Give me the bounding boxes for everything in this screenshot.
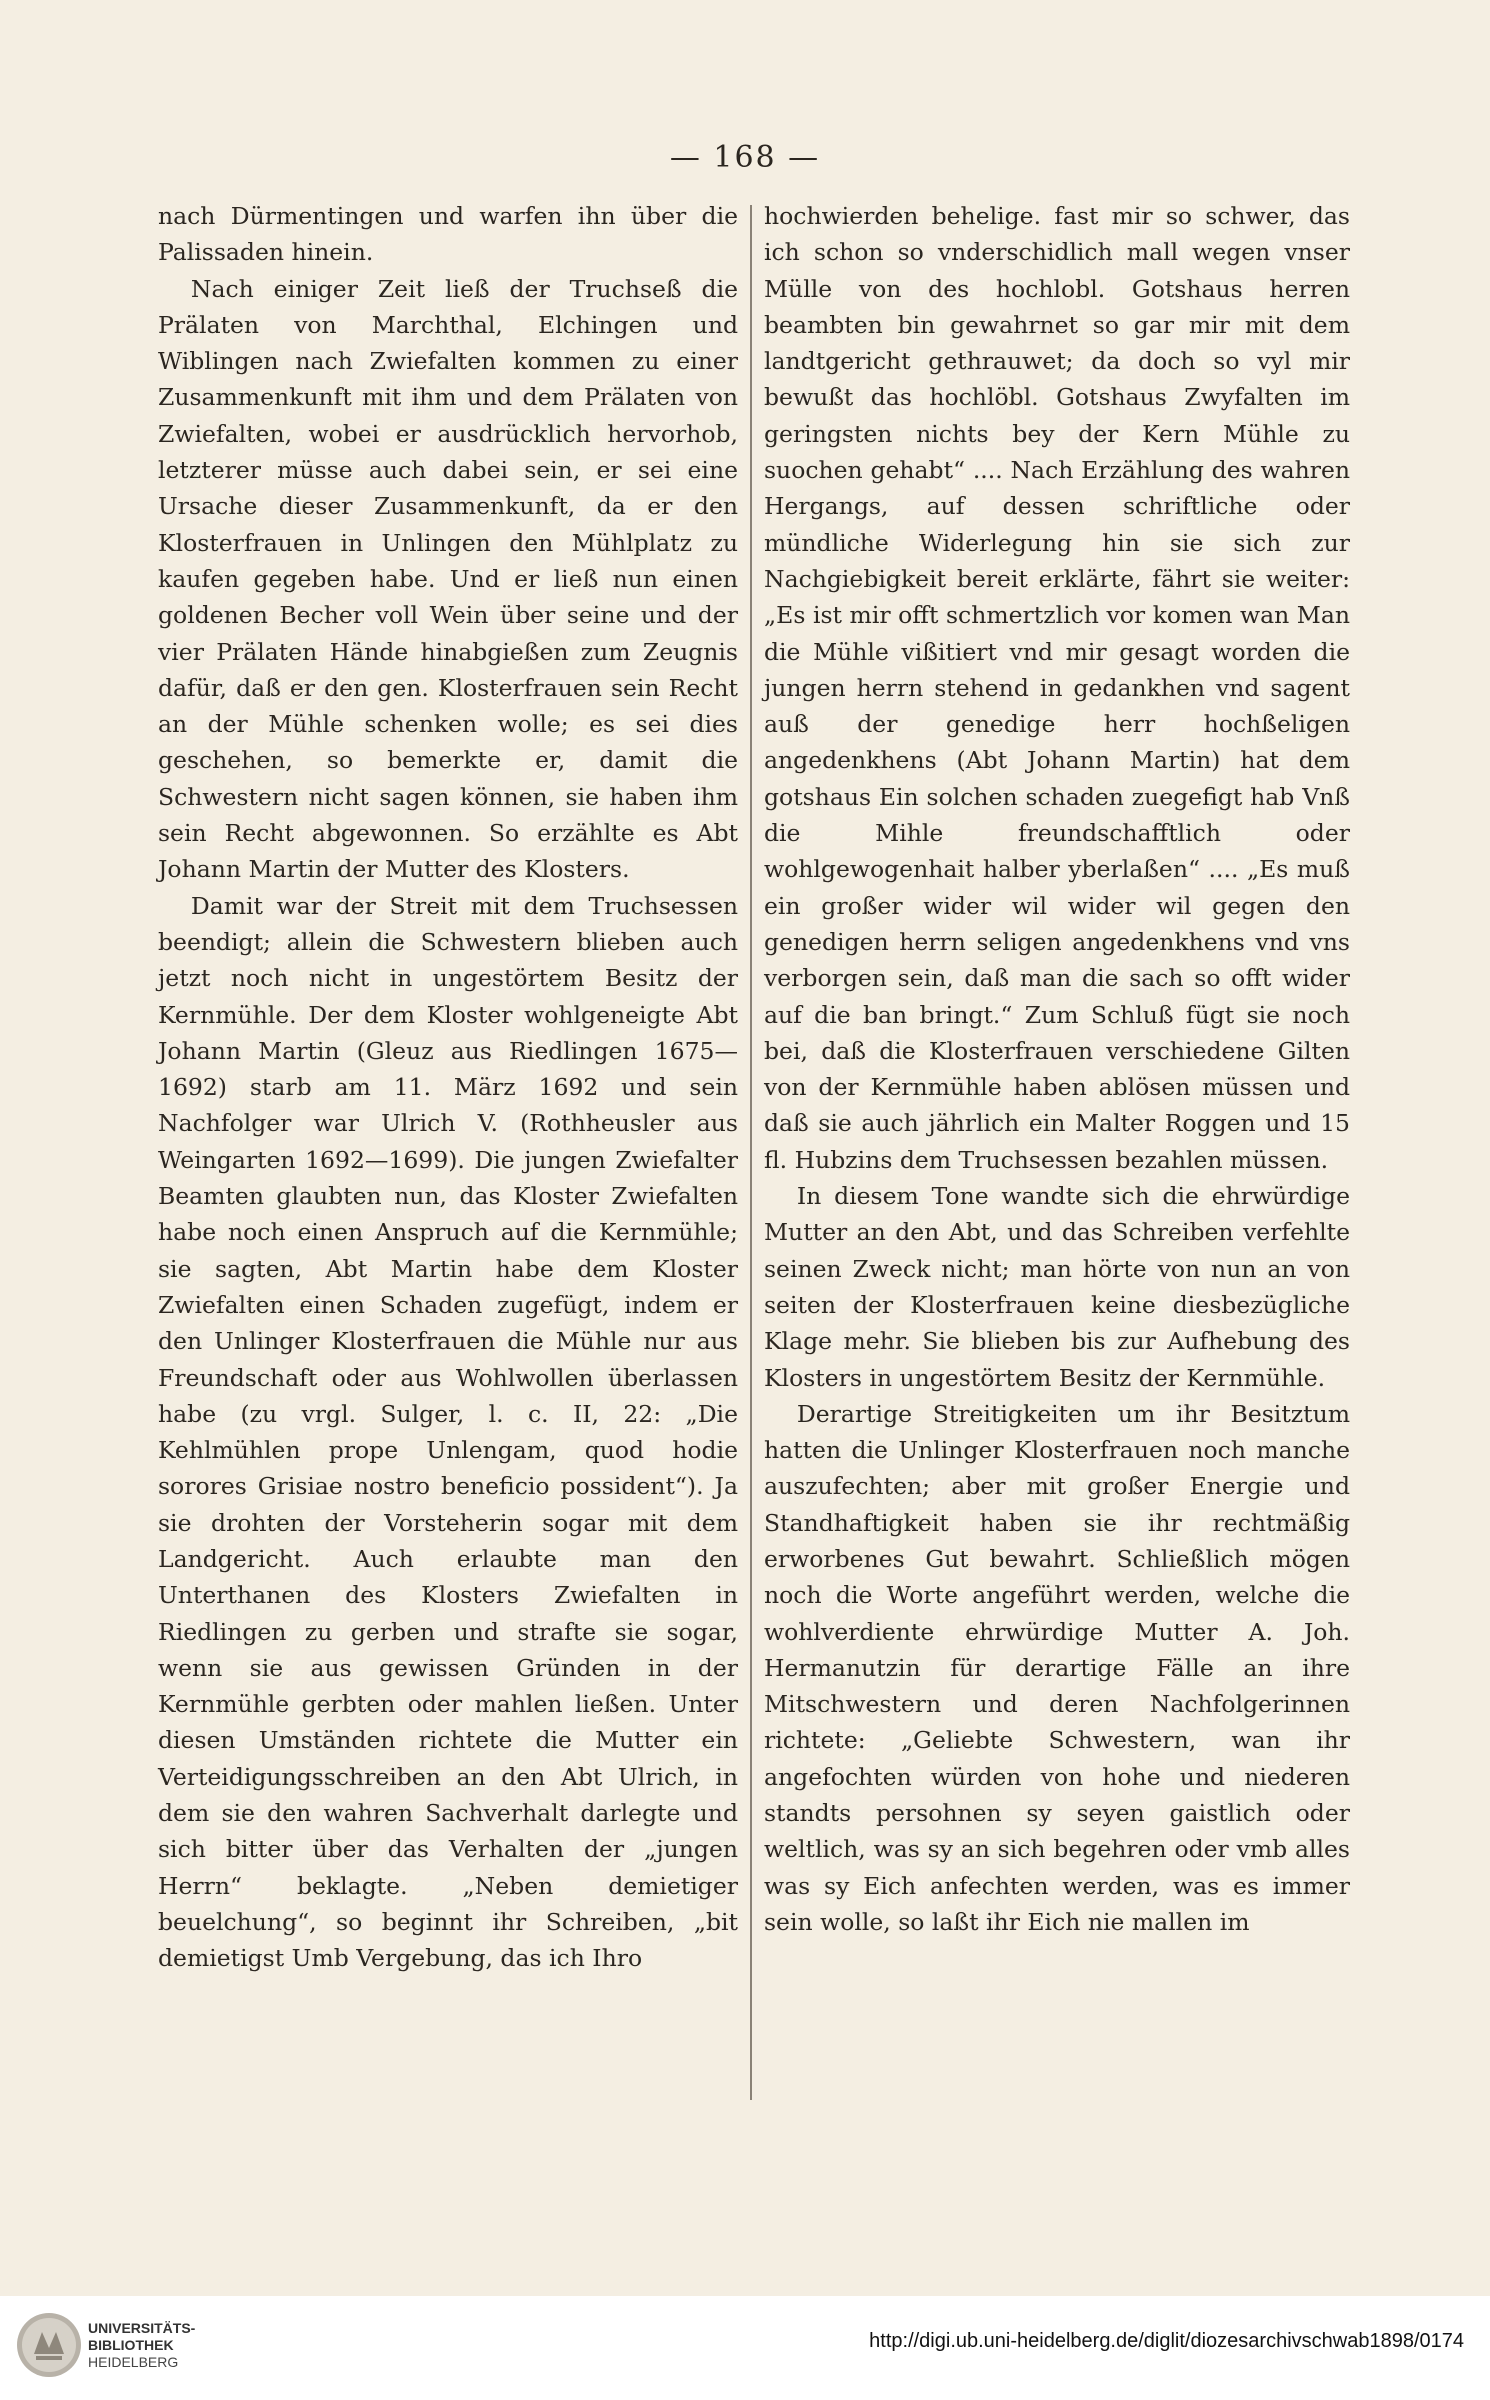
- paragraph: Nach einiger Zeit ließ der Truchseß die Prälaten von Marchthal, Elchingen und Wiblingen nach Zwiefalten kommen zu einer Zusammenkunft mit ihm und dem Prälaten von Zwiefalten, wobei er ausdrücklich hervorhob, letzterer müsse auch dabei sein, er sei eine Ursache dieser Zusammenkunft, da er den Klosterfrauen in Unlingen den Mühlplatz zu kaufen gegeben habe. Und er ließ nun einen goldenen Becher voll Wein über seine und der vier Prälaten Hände hinabgießen zum Zeugnis dafür, daß er den gen. Klosterfrauen sein Recht an der Mühle schenken wolle; es sei dies geschehen, so bemerkte er, damit die Schwestern nicht sagen können, sie haben ihm sein Recht abgewonnen. So erzählte es Abt Johann Martin der Mutter des Klosters.: [158, 274, 738, 884]
- paragraph: Derartige Streitigkeiten um ihr Besitztum hatten die Unlinger Klosterfrauen noch manche auszufechten; aber mit großer Energie und Standhaftigkeit haben sie ihr rechtmäßig erworbenes Gut bewahrt. Schließlich mögen noch die Worte angeführt werden, welche die wohlverdiente ehrwürdige Mutter A. Joh. Hermanutzin für derartige Fälle an ihre Mitschwestern und deren Nachfolgerinnen richtete: „Geliebte Schwestern, wan ihr angefochten würden von hohe und niederen standts persohnen sy seyen gaistlich oder weltlich, was sy an sich begehren oder vmb alles was sy Eich anfechten werden, was es immer sein wolle, so laßt ihr Eich nie mallen im: [764, 1399, 1350, 1936]
- column-divider: [750, 205, 752, 2100]
- institution-name: [88, 2320, 195, 2371]
- institution-line: BIBLIOTHEK: [88, 2337, 174, 2353]
- right-column: [764, 198, 1350, 1940]
- institution-city: HEIDELBERG: [88, 2354, 179, 2370]
- footer-bar: [0, 2296, 1490, 2400]
- paragraph: nach Dürmentingen und warfen ihn über die Palissaden hinein.: [158, 202, 738, 267]
- paragraph: In diesem Tone wandte sich die ehrwürdige Mutter an den Abt, und das Schreiben verfehlte seinen Zweck nicht; man hörte von nun an von seiten der Klosterfrauen keine diesbezügliche Klage mehr. Sie blieben bis zur Aufhebung des Klosters in ungestörtem Besitz der Kernmühle.: [764, 1182, 1350, 1392]
- paragraph: Damit war der Streit mit dem Truchsessen beendigt; allein die Schwestern blieben auch jetzt noch nicht in ungestörtem Besitz der Kernmühle. Der dem Kloster wohlgeneigte Abt Johann Martin (Gleuz aus Riedlingen 1675—1692) starb am 11. März 1692 und sein Nachfolger war Ulrich V. (Rothheusler aus Weingarten 1692—1699). Die jungen Zwiefalter Beamten glaubten nun, das Kloster Zwiefalten habe noch einen Anspruch auf die Kernmühle; sie sagten, Abt Martin habe dem Kloster Zwiefalten einen Schaden zugefügt, indem er den Unlinger Klosterfrauen die Mühle nur aus Freundschaft oder aus Wohlwollen überlassen habe (zu vrgl. Sulger, l. c. II, 22: „Die Kehlmühlen prope Unlengam, quod hodie sorores Grisiae nostro beneficio possident“). Ja sie drohten der Vorsteherin sogar mit dem Landgericht. Auch erlaubte man den Unterthanen des Klosters Zwiefalten in Riedlingen zu gerben und strafte sie sogar, wenn sie aus gewissen Gründen in der Kernmühle gerbten oder mahlen ließen. Unter diesen Umständen richtete die Mutter ein Verteidigungsschreiben an den Abt Ulrich, in dem sie den wahren Sachverhalt darlegte und sich bitter über das Verhalten der „jungen Herrn“ beklagte. „Neben demietiger beuelchung“, so beginnt ihr Schreiben, „bit demietigst Umb Vergebung, das ich Ihro: [158, 891, 738, 1973]
- source-url-link[interactable]: http://digi.ub.uni-heidelberg.de/diglit/diozesarchivschwab1898/0174: [869, 2330, 1464, 2352]
- university-seal-icon: [14, 2310, 84, 2380]
- paragraph: hochwierden behelige. fast mir so schwer, das ich schon so vnderschidlich mall wegen vnser Mülle von des hochlobl. Gotshaus herren beambten bin gewahrnet so gar mir mit dem landtgericht gethrauwet; da doch so vyl mir bewußt das hochlöbl. Gotshaus Zwyfalten im geringsten nichts bey der Kern Mühle zu suochen gehabt“ .... Nach Erzählung des wahren Hergangs, auf dessen schriftliche oder mündliche Widerlegung hin sie sich zur Nachgiebigkeit bereit erklärte, fährt sie weiter: „Es ist mir offt schmertzlich vor komen wan Man die Mühle vißitiert vnd mir gesagt worden die jungen herrn stehend in gedankhen vnd sagent auß der genedige herr hochßeligen angedenkhens (Abt Johann Martin) hat dem gotshaus Ein solchen schaden zuegefigt hab Vnß die Mihle freundschafftlich oder wohlgewogenhait halber yberlaßen“ .... „Es muß ein großer wider wil wider wil gegen den genedigen herrn seligen angedenkhens vnd vns verborgen sein, daß man die sach so offt wider auf die ban bringt.“ Zum Schluß fügt sie noch bei, daß die Klosterfrauen verschiedene Gilten von der Kernmühle haben ablösen müssen und daß sie auch jährlich ein Malter Roggen und 15 fl. Hubzins dem Truchsessen bezahlen müssen.: [764, 202, 1350, 1174]
- institution-line: UNIVERSITÄTS-: [88, 2320, 196, 2336]
- left-column: [158, 198, 738, 1977]
- page-number: — 168 —: [669, 140, 821, 175]
